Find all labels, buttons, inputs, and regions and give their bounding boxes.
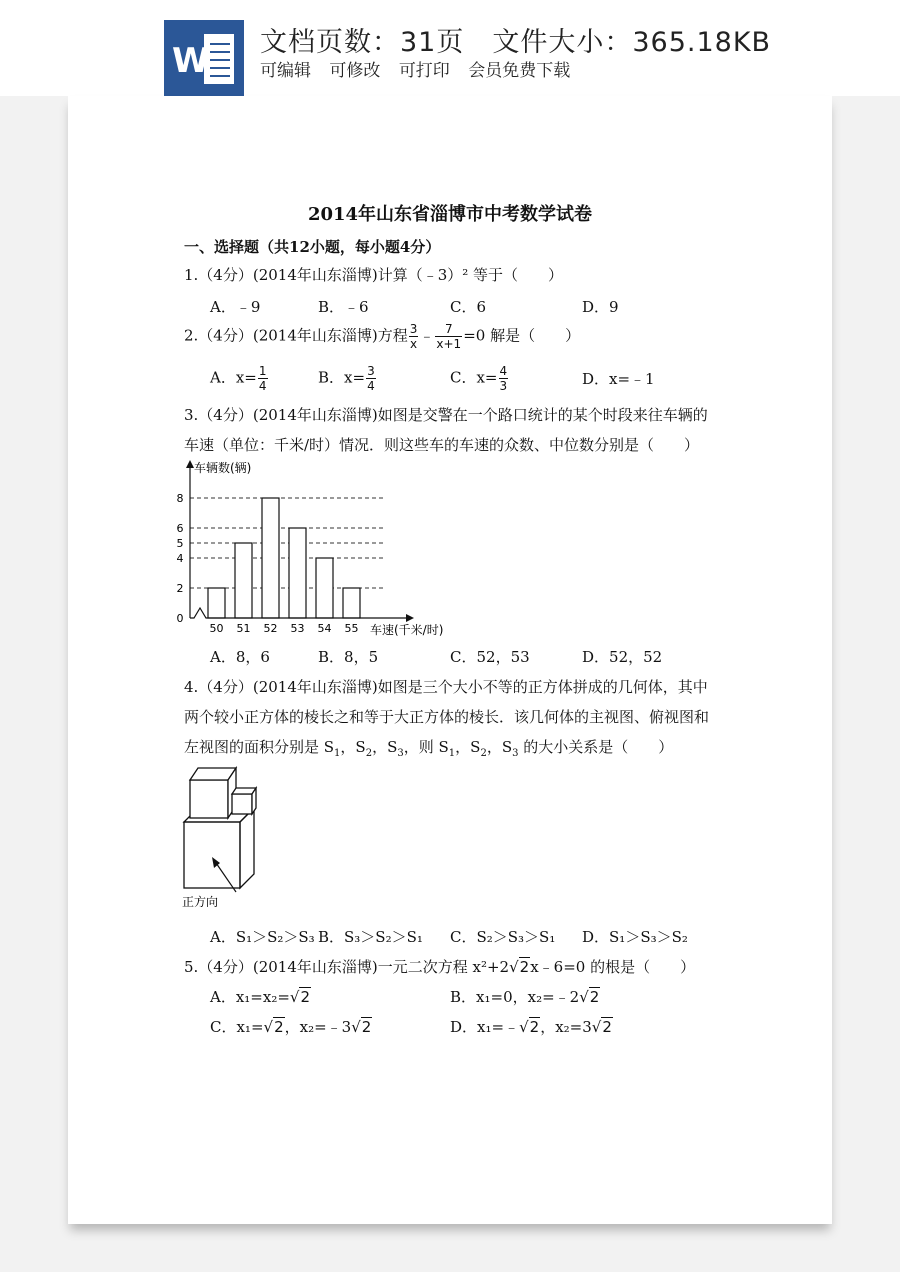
feature-list (260, 56, 579, 81)
q1-option-b: B．﹣6 (318, 298, 369, 316)
x-tick-55: 55 (344, 622, 359, 635)
feature-printable: 可打印 (398, 61, 450, 81)
x-tick-53: 53 (290, 622, 305, 635)
q2-option-b: B．x= $\frac{3}{4}$ (318, 364, 375, 393)
q2-option-c: C．x= $\frac{4}{3}$ (450, 364, 508, 393)
q2-option-d: D．x=﹣1 (582, 370, 655, 388)
y-tick-8: 8 (176, 492, 184, 505)
section-heading: 一、选择题（共12小题，每小题4分） (184, 238, 441, 256)
question-4-line-2: 两个较小正方体的棱长之和等于大正方体的棱长．该几何体的主视图、俯视图和 (184, 708, 710, 726)
document-page (68, 96, 832, 1224)
q5-option-d: D．x₁=﹣√2，x₂=3√2 (450, 1018, 612, 1036)
q5-option-a: A．x₁=x₂=√2 (210, 988, 311, 1006)
q1-option-c: C．6 (450, 298, 487, 316)
x-tick-52: 52 (263, 622, 278, 635)
question-1-stem: 1.（4分）(2014年山东淄博)计算（﹣3）² 等于（ ） (184, 266, 564, 284)
page-count: 文档页数：31页 (260, 27, 465, 58)
q4-option-c: C．S₂＞S₃＞S₁ (450, 928, 556, 946)
question-4-line-1: 4.（4分）(2014年山东淄博)如图是三个大小不等的正方体拼成的几何体，其中 (184, 678, 708, 696)
y-tick-5: 5 (176, 537, 184, 550)
bar-55 (343, 588, 360, 618)
q3-option-c: C．52，53 (450, 648, 530, 666)
x-axis-label: 车速(千米/时) (370, 623, 444, 637)
sqrt-2: √2 (509, 958, 530, 976)
question-4-line-3: 左视图的面积分别是 $S_1$，$S_2$，$S_3$，则 $S_1$，$S_2$，$S_3$ 的大小关系是（ ） (184, 738, 674, 759)
y-tick-2: 2 (176, 582, 184, 595)
q5-option-c: C．x₁=√2，x₂=﹣3√2 (210, 1018, 372, 1036)
q1-option-d: D．9 (582, 298, 619, 316)
front-direction-label: 正方向 (182, 895, 219, 909)
y-axis-arrow-icon (186, 460, 194, 468)
q4-option-d: D．S₁＞S₃＞S₂ (582, 928, 688, 946)
feature-editable: 可编辑 (260, 61, 311, 81)
question-5-stem: 5.（4分）(2014年山东淄博)一元二次方程 x²+2√2x﹣6=0 的根是（ ） (184, 958, 696, 976)
q3-option-a: A．8，6 (210, 648, 270, 666)
bar-52 (262, 498, 279, 618)
bar-51 (235, 543, 252, 618)
speed-bar-chart (172, 458, 452, 638)
bar-54 (316, 558, 333, 618)
q5-option-b: B．x₁=0，x₂=﹣2√2 (450, 988, 600, 1006)
x-axis-arrow-icon (406, 614, 414, 622)
y-tick-0: 0 (176, 612, 184, 625)
page-title: 2014年山东省淄博市中考数学试卷 (307, 204, 593, 225)
bar-53 (289, 528, 306, 618)
q3-option-b: B．8，5 (318, 648, 379, 666)
bar-50 (208, 588, 225, 618)
x-tick-51: 51 (236, 622, 251, 635)
y-tick-4: 4 (176, 552, 184, 565)
word-document-icon (164, 20, 244, 96)
question-3-line-1: 3.（4分）(2014年山东淄博)如图是交警在一个路口统计的某个时段来往车辆的 (184, 406, 708, 424)
q3-option-d: D．52，52 (582, 648, 663, 666)
file-info (260, 20, 771, 59)
word-icon-letter: W (172, 41, 210, 81)
q4-option-b: B．S₃＞S₂＞S₁ (318, 928, 423, 946)
question-2-stem: 2.（4分）(2014年山东淄博)方程 $\frac{3}{x}$ ﹣ $\frac{7}{x+1}$ =0 解是（ ） (184, 322, 581, 351)
fraction-7-over-x-plus-1: $\frac{7}{x+1}$ (436, 322, 462, 351)
file-size: 文件大小：365.18KB (492, 27, 772, 58)
y-tick-6: 6 (176, 522, 184, 535)
fraction-3-over-x: $\frac{3}{x}$ (409, 322, 418, 351)
feature-modifiable: 可修改 (329, 61, 381, 81)
feature-member-download[interactable]: 会员免费下载 (468, 61, 571, 81)
download-banner (0, 0, 900, 96)
q2-option-a: A．x= $\frac{1}{4}$ (210, 364, 267, 393)
y-axis-label: 车辆数(辆) (194, 461, 252, 475)
q1-option-a: A．﹣9 (210, 298, 261, 316)
q4-option-a: A．S₁＞S₂＞S₃ (210, 928, 315, 946)
question-3-line-2: 车速（单位：千米/时）情况．则这些车的车速的众数、中位数分别是（ ） (184, 436, 700, 454)
x-tick-50: 50 (209, 622, 224, 635)
cube-solid-figure (178, 764, 288, 914)
x-tick-54: 54 (317, 622, 332, 635)
